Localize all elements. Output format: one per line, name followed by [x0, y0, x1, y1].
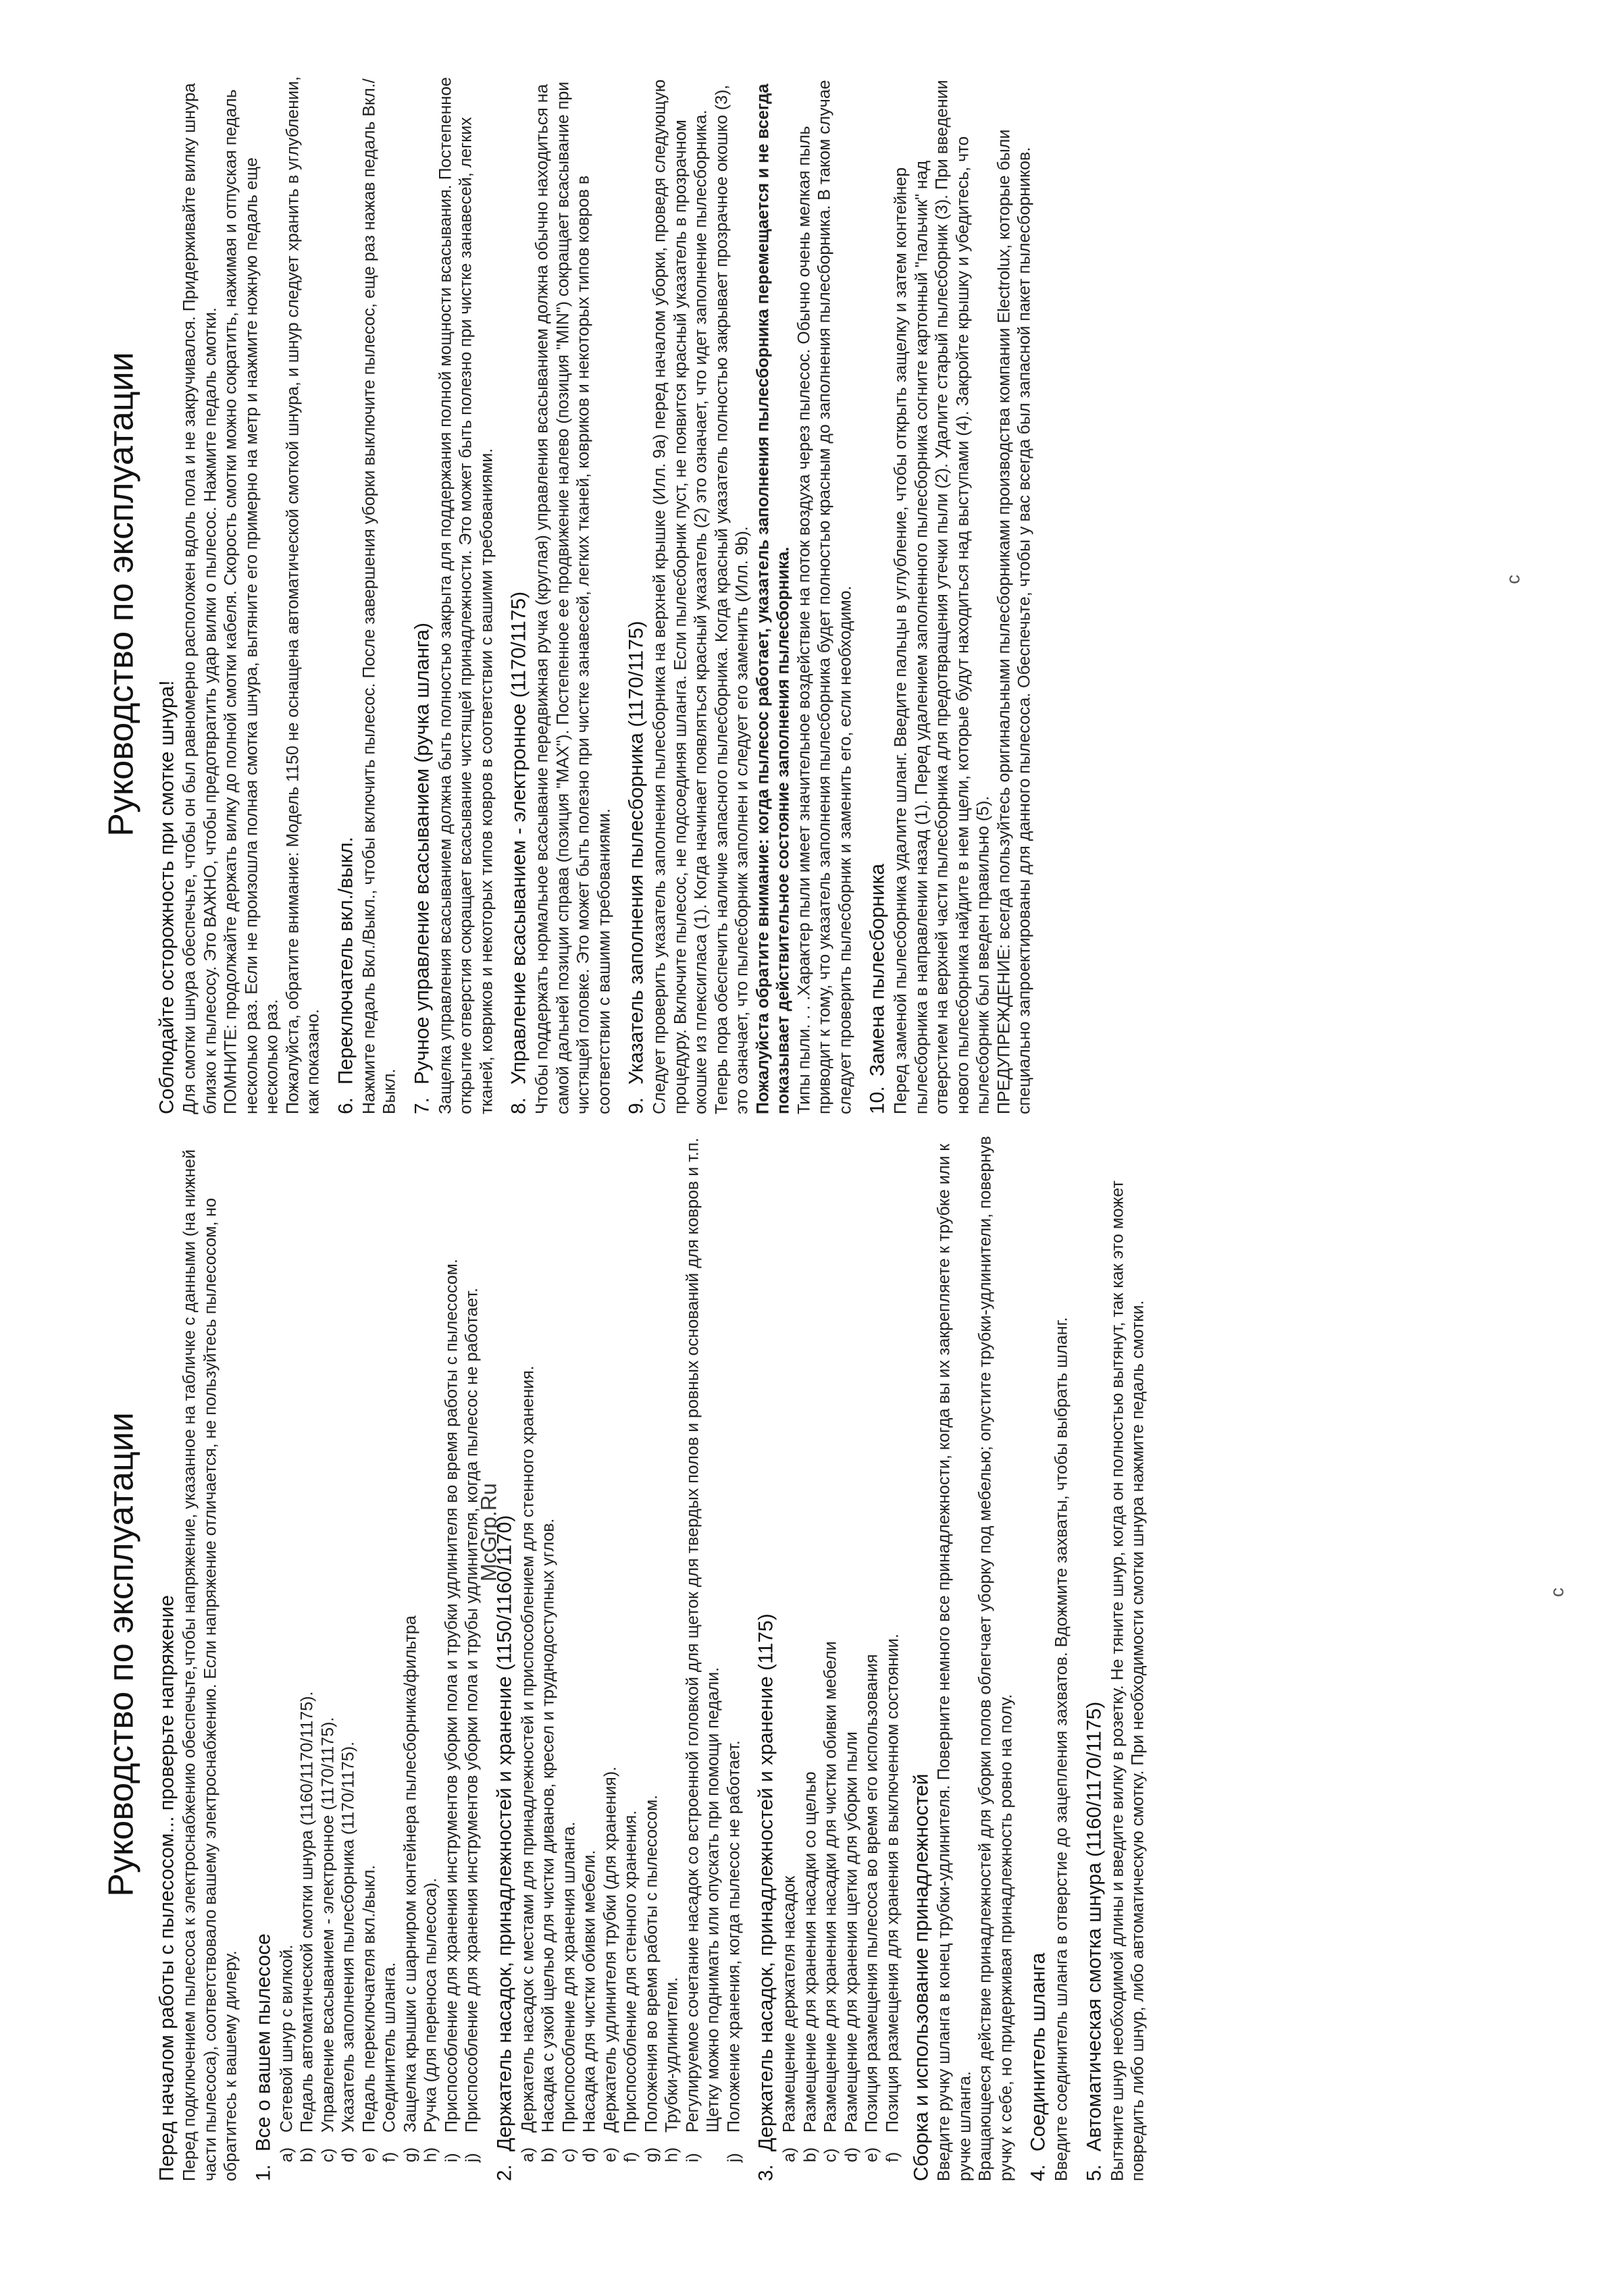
section-1-heading	[251, 1128, 276, 2181]
item-marker: e)	[862, 2147, 881, 2162]
item-marker: g)	[642, 2147, 661, 2162]
section-2-list	[517, 1128, 744, 2181]
cord-text-3: Пожалуйста, обратите внимание: Модель 1150 не оснащена автоматической смоткой шнура, и шнур следует хранить в углублении, как показано.	[283, 76, 323, 1114]
list-item	[380, 1128, 401, 2181]
item-marker: d)	[842, 2147, 860, 2162]
list-item	[682, 1128, 723, 2181]
item-text: Насадка с узкой щелью для чистки диванов, кресел и труднодоступных углов.	[538, 1518, 558, 2133]
intro-text: Перед подключением пылесоса к электроснабжению обеспечьте,чтобы напряжение, указанное на табличке с данными (на нижней части пылесоса), соответствовало вашему электроснабжению. Если напряжение отличается, не пользуйтесь пылесосом, но обратитесь к вашему дилеру.	[180, 1149, 240, 2181]
list-item	[600, 1128, 621, 2181]
section-5-heading	[1081, 1128, 1107, 2181]
section-3-heading	[754, 1128, 779, 2181]
section-8-text: Чтобы поддержать нормальное всасывание передвижная ручка (круглая) управления всасыванием должна обычно находиться на самой дальней позиции справа (позиция "MAX"). Постепенное ее продвижение налево (позиция "MIN") сокращает всасывание при чистящей головке. Это может быть полезно при чистке занавесей, легких тканей, ковриков и некоторых типов ковров в соответствии с вашими требованиями.	[532, 81, 613, 1114]
list-item	[421, 1128, 442, 2181]
list-item	[462, 1128, 483, 2181]
item-marker: a)	[277, 2147, 296, 2162]
list-item	[580, 1128, 600, 2181]
item-marker: g)	[401, 2147, 419, 2162]
cord-text-2: ПОМНИТЕ: продолжайте держать вилку до полной смотки кабеля. Скорость смотки можно сократить, нажимая и отпуская педаль несколько раз. Если не произошла полная смотка шнура, вытяните его примерно на метр и нажмите ножную педаль еще несколько раз.	[221, 89, 282, 1114]
item-text: Управление всасыванием - электронное (1170/1175).	[318, 1717, 337, 2133]
item-marker: i)	[683, 2153, 702, 2162]
section-3-number: 3.	[754, 2164, 777, 2181]
list-item	[559, 1128, 580, 2181]
section-10-number: 10.	[866, 1086, 889, 1114]
section-6-heading	[333, 74, 359, 1114]
section-7-title: Ручное управление всасыванием (ручка шланга)	[411, 623, 433, 1085]
section-5-title: Автоматическая смотка шнура (1160/1170/1175)	[1083, 1701, 1105, 2151]
item-marker: e)	[600, 2147, 619, 2162]
list-item	[821, 1128, 842, 2181]
item-text: Сетевой шнур с вилкой.	[277, 1944, 296, 2133]
list-item	[862, 1128, 883, 2181]
section-7-heading	[409, 74, 435, 1114]
item-text: Приспособление для хранения инструментов уборки пола и трубы удлинителя, когда пылесос не работает.	[462, 1288, 482, 2133]
list-item	[276, 1128, 297, 2181]
list-item	[641, 1128, 662, 2181]
section-8-number: 8.	[507, 1097, 530, 1114]
item-text: Приспособление для стенного хранения.	[621, 1810, 640, 2133]
section-4-text: Введите соединитель шланга в отверстие до зацепления захватов. Вдожмите захваты, чтобы выбрать шланг.	[1052, 1317, 1071, 2181]
item-marker: c)	[318, 2148, 337, 2162]
page-mark-left: c	[1546, 1588, 1568, 1597]
section-4-number: 4.	[1027, 2164, 1050, 2181]
item-text: Приспособление для хранения шланга.	[559, 1821, 578, 2133]
section-10-text-2: ПРЕДУПРЕЖДЕНИЕ: всегда пользуйтесь оригинальными пылесборниками производства компании Electrolux, которые были специально запроектированы для данного пылесоса. Обеспечьте, чтобы у вас всегда был запасной пакет пылесборников.	[994, 129, 1034, 1114]
item-text: Размещение для хранения насадки со щелью	[800, 1771, 819, 2133]
item-marker: i)	[442, 2153, 461, 2162]
item-marker: h)	[421, 2147, 440, 2162]
section-10-text-1: Перед заменой пылесборника удалите шланг. Введите пальцы в углубление, чтобы открыть защелку и затем контейнер пылесборника в направлении назад (1). Перед удалением заполненного пылесборника согните картонный "пальчик" над отверстием на верхней части пылесборника для предотвращения утечки пыли (2). Удалите старый пылесборник (3). При введении нового пылесборника найдите в нем щели, которые будут находиться над выступами (4). Закройте крышку и убедитесь, что пылесборник был введен правильно (5).	[891, 80, 993, 1114]
section-4-title: Соединитель шланга	[1027, 1952, 1050, 2151]
section-9-text-1: Следует проверить указатель заполнения пылесборника на верхней крышке (Илл. 9а) перед началом уборки, проведя следующую процедуру. Включите пылесос, не подсоединяя шланга. Если пылесборник пуст, не появится красный указатель в прозрачном окошке из плексигласа (1). Когда начинает появляться красный указатель (2) это означает, что идет заполнение пылесборника. Теперь пора обеспечить наличие запасного пылесборника. Когда красный указатель полностью закрывает прозрачное окошко (3), это означает, что пылесборник заполнен и следует его заменить (Илл. 9b).	[650, 79, 752, 1114]
section-7-text: Защелка управления всасыванием должна быть полностью закрыта для поддержания полной мощности всасывания. Постепенное открытие отверстия сокращает всасывание чистящей принадлежности. Это может быть полезно при чистке занавесей, легких тканей, ковриков и некоторых типов ковров в соответствии с вашими требованиями.	[436, 77, 496, 1114]
item-text: Педаль автоматической смотки шнура (1160/1170/1175).	[297, 1691, 317, 2133]
item-marker: j)	[724, 2153, 743, 2162]
item-marker: j)	[462, 2153, 482, 2162]
intro-title: Перед началом работы с пылесосом... проверьте напряжение	[155, 1595, 178, 2181]
assembly-title: Сборка и использование принадлежностей	[910, 1773, 933, 2181]
list-item	[297, 1128, 318, 2181]
item-marker: d)	[580, 2147, 599, 2162]
section-8-title: Управление всасыванием - электронное (1170/1175)	[507, 591, 530, 1085]
item-text: Насадка для чистки обивки мебели.	[580, 1850, 599, 2133]
list-item	[841, 1128, 862, 2181]
watermark: McGrp.Ru	[476, 1483, 501, 1582]
section-9-text-3: Типы пыли. . . .Характер пыли имеет значительное воздействие на поток воздуха через пылесос. Обычно очень мелкая пыль приводит к тому, что указатель заполнения пылесборника будет полностью красным до заполнения пылесборника. В таком случае следует проверить пылесборник и заменить его, если необходимо.	[794, 80, 854, 1114]
section-3-list	[779, 1128, 903, 2181]
item-marker: b)	[538, 2147, 558, 2162]
section-2-number: 2.	[493, 2164, 515, 2181]
section-6-number: 6.	[334, 1097, 357, 1114]
list-item	[400, 1128, 421, 2181]
list-item	[359, 1128, 380, 2181]
item-marker: b)	[800, 2147, 819, 2162]
section-9-title: Указатель заполнения пылесборника (1170/1175)	[625, 621, 648, 1085]
section-9-text-2: Пожалуйста обратите внимание: когда пылесос работает, указатель заполнения пылесборника перемещается и не всегда показывает действительное состояние заполнения пылесборника.	[753, 83, 793, 1114]
item-text: Размещение для хранения насадки для чистки обивки мебели	[821, 1641, 840, 2133]
list-item	[517, 1128, 538, 2181]
section-2-heading	[492, 1128, 517, 2181]
item-marker: a)	[779, 2147, 799, 2162]
item-text: Приспособление для хранения инструментов уборки пола и трубки удлинителя во время работы с пылесосом.	[442, 1259, 461, 2133]
item-marker: h)	[662, 2147, 682, 2162]
section-5-text: Вытяните шнур необходимой длины и введите вилку в розетку. Не тяните шнур, когда он полностью вытянут, так как это может повредить либо шнур, либо автоматическую смотку. При необходимости смотки шнура нажмите педаль смотки.	[1108, 1180, 1148, 2181]
list-item	[662, 1128, 683, 2181]
item-text: Педаль переключателя вкл./выкл.	[359, 1864, 378, 2133]
item-text: Ручка (для переноса пылесоса).	[421, 1877, 440, 2133]
item-text: Позиция размещения пылесоса во время его использования	[862, 1654, 881, 2133]
list-item	[317, 1128, 338, 2181]
list-item	[779, 1128, 800, 2181]
list-item	[723, 1128, 744, 2181]
section-1-list	[276, 1128, 482, 2181]
item-text: Позиция размещения для хранения в выключенном состоянии.	[883, 1634, 902, 2133]
section-10-heading	[865, 74, 891, 1114]
item-marker: d)	[338, 2147, 358, 2162]
section-6-text: Нажмите педаль Вкл./Выкл., чтобы включить пылесос. После завершения уборки выключите пылесос, еще раз нажав педаль Вкл./Выкл.	[359, 78, 399, 1114]
section-4-heading	[1026, 1128, 1052, 2181]
cord-text-1: Для смотки шнура обеспечьте, чтобы он был равномерно расположен вдоль пола и не закручивался. Придерживайте вилку шнура близко к пылесосу. Это ВАЖНО, чтобы предотвратить удар вилки о пылесос. Нажмите педаль смотки.	[180, 83, 220, 1114]
section-9-number: 9.	[625, 1097, 648, 1114]
page-mark-right: c	[1502, 575, 1524, 584]
list-item	[800, 1128, 821, 2181]
left-column	[101, 1128, 1149, 2181]
item-marker: a)	[518, 2147, 537, 2162]
item-marker: f)	[380, 2151, 399, 2162]
section-2-title: Держатель насадок, принадлежностей и хранение (1150/1160/1170)	[493, 1515, 515, 2151]
item-text: Держатель удлинителя трубки (для хранения).	[600, 1766, 619, 2133]
right-column	[101, 74, 1035, 1114]
list-item	[538, 1128, 559, 2181]
section-1-title: Все о вашем пылесосе	[252, 1933, 274, 2151]
item-text: Трубки-удлинители.	[662, 1977, 682, 2133]
item-text: Держатель насадок с местами для принадлежностей и приспособлением для стенного хранения.	[518, 1365, 537, 2133]
right-page-title: Руководство по эксплуатации	[101, 352, 141, 837]
item-text: Положения во время работы с пылесосом.	[642, 1794, 661, 2133]
section-3-title: Держатель насадок, принадлежностей и хранение (1175)	[754, 1613, 777, 2151]
item-marker: e)	[359, 2147, 378, 2162]
item-text: Размещение держателя насадок	[779, 1875, 799, 2133]
assembly-text-2: Вращающееся действие принадлежностей для уборки полов облегчает уборку под мебелью; опустите трубки-удлинители, повернув ручку к себе, но придерживая принадлежность ровно на полу.	[975, 1136, 1015, 2181]
left-page-title: Руководство по эксплуатации	[101, 1412, 141, 1897]
section-8-heading	[507, 74, 532, 1114]
section-7-number: 7.	[411, 1097, 433, 1114]
item-text: Регулируемое сочетание насадок со встроенной головкой для щеток для твердых полов и ровных оснований для ковров и т.п. Щетку можно поднимать или опускать при помощи педали.	[683, 1137, 723, 2133]
item-marker: c)	[821, 2148, 840, 2162]
list-item	[338, 1128, 359, 2181]
section-6-title: Переключатель вкл./выкл.	[334, 836, 357, 1085]
item-text: Защелка крышки с шарниром контейнера пылесборника/фильтра	[401, 1615, 419, 2133]
cord-caution-title: Соблюдайте осторожность при смотке шнура!	[155, 680, 178, 1114]
section-9-heading	[624, 74, 650, 1114]
item-text: Соединитель шланга.	[380, 1962, 399, 2133]
list-item	[882, 1128, 903, 2181]
list-item	[441, 1128, 462, 2181]
item-marker: f)	[883, 2151, 902, 2162]
item-marker: f)	[621, 2151, 640, 2162]
item-marker: c)	[559, 2148, 578, 2162]
item-text: Положение хранения, когда пылесос не работает.	[724, 1740, 743, 2133]
assembly-text-1: Введите ручку шланга в конец трубки-удлинителя. Поверните немного все принадлежности, когда вы их закрепляете к трубке или к ручке шланга.	[934, 1143, 974, 2181]
section-5-number: 5.	[1083, 2164, 1105, 2181]
list-item	[621, 1128, 642, 2181]
item-marker: b)	[297, 2147, 317, 2162]
section-10-title: Замена пылесборника	[866, 863, 889, 1076]
section-1-number: 1.	[252, 2164, 274, 2181]
item-text: Указатель заполнения пылесборника (1170/1175).	[338, 1741, 358, 2133]
item-text: Размещение для хранения щетки для уборки пыли	[842, 1731, 860, 2133]
